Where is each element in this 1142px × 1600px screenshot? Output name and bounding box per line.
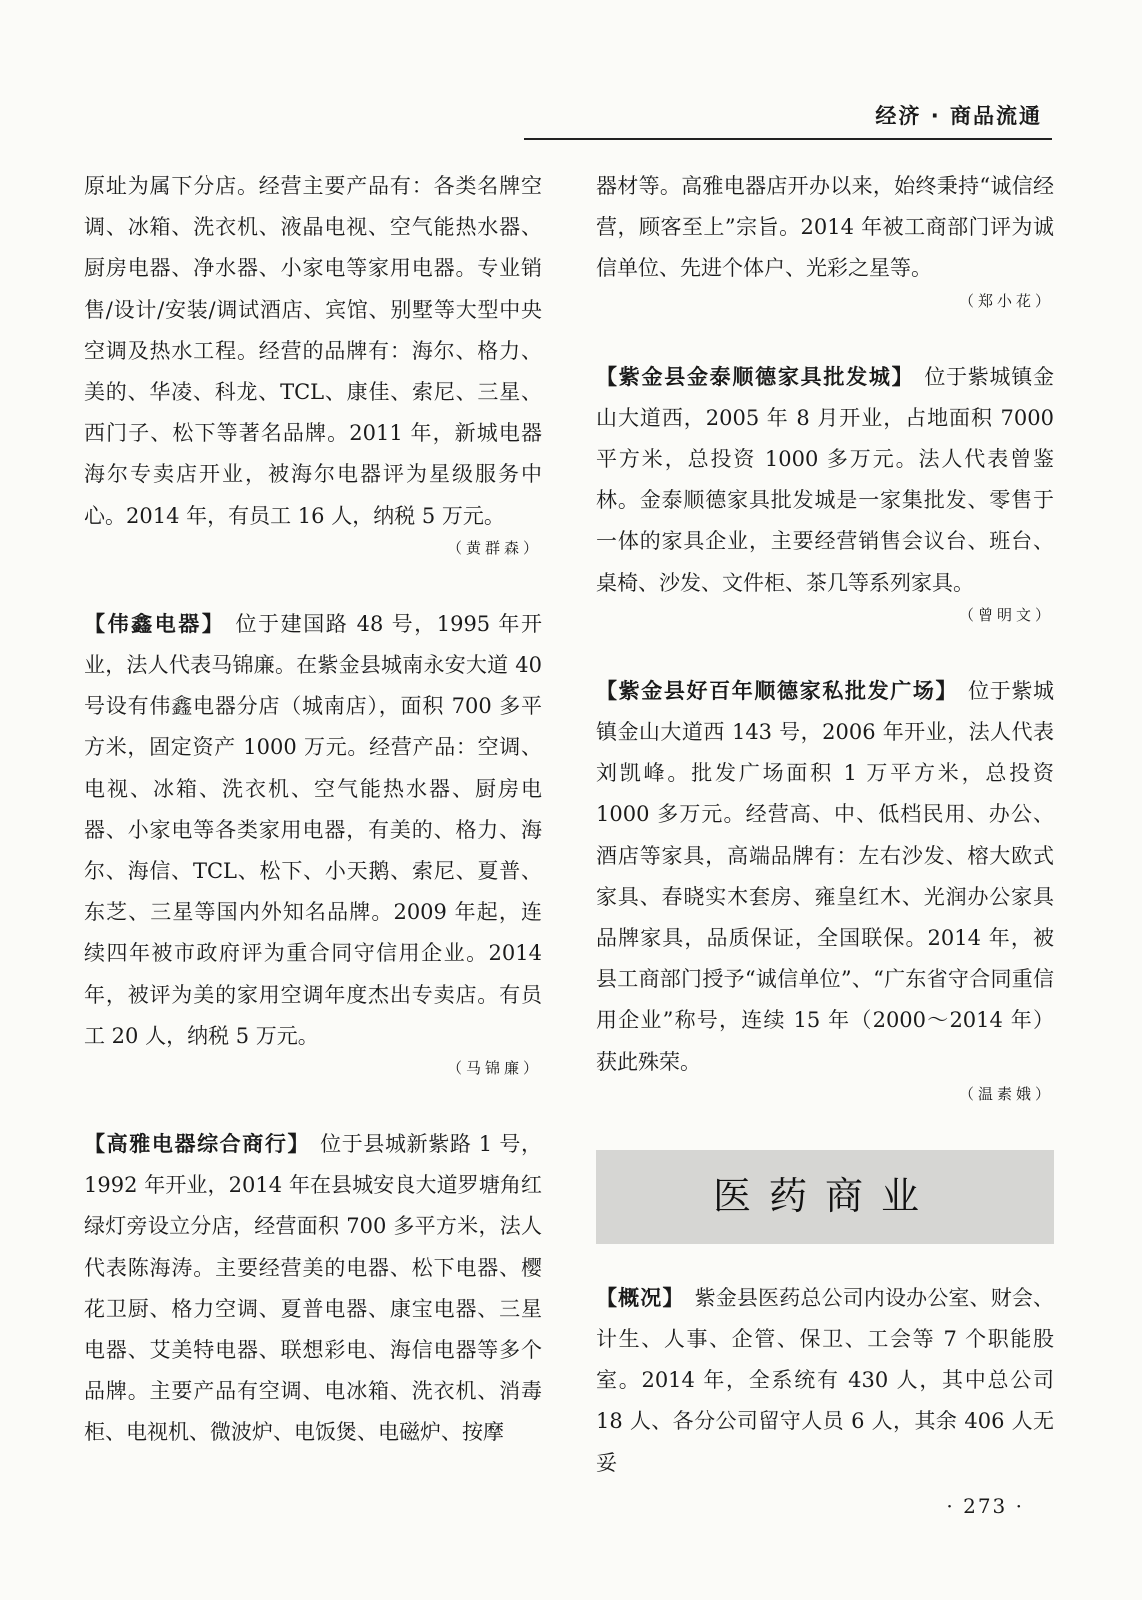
intro-text: 原址为属下分店。经营主要产品有：各类名牌空调、冰箱、洗衣机、液晶电视、空气能热水器、厨房电器、净水器、小家电等家用电器。专业销售/设计/安装/调试酒店、宾馆、别墅等大型中央空调及热水工程。经营的品牌有：海尔、格力、美的、华凌、科龙、TCL、康佳、索尼、三星、西门子、松下等著名品牌。2011 年，新城电器海尔专卖店开业，被海尔电器评为星级服务中心。2014 年，有员工 16 人，纳税 5 万元。 — [84, 174, 542, 528]
entry-overview — [596, 1278, 1054, 1484]
entry-jintai — [596, 357, 1054, 626]
entry-gaoya-heading: 【高雅电器综合商行】 — [84, 1132, 311, 1157]
entry-jintai-body — [596, 357, 1054, 604]
header-rule — [524, 138, 1052, 140]
entry-overview-heading: 【概况】 — [596, 1285, 685, 1310]
entry-haobainian-text: 位于紫城镇金山大道西 143 号，2006 年开业，法人代表刘凯峰。批发广场面积 1 万平方米，总投资 1000 多万元。经营高、中、低档民用、办公、酒店等家具，高端品牌有：左右沙发、榕大欧式家具、春晓实木套房、雍皇红木、光润办公家具品牌家具，品质保证，全国联保。2014 年，被县工商部门授予“诚信单位”、“广东省守合同重信用企业”称号，连续 15 年（2000～2014 年）获此殊荣。 — [596, 678, 1055, 1074]
entry-haobainian-author: （温素娥） — [958, 1084, 1054, 1103]
entry-weixin — [84, 604, 542, 1079]
entry-jintai-text: 位于紫城镇金山大道西，2005 年 8 月开业，占地面积 7000 平方米，总投资 1000 多万元。法人代表曾鉴林。金泰顺德家具批发城是一家集批发、零售于一体的家具企业，主要经营销售会议台、班台、桌椅、沙发、文件柜、茶几等系列家具。 — [596, 364, 1055, 595]
intro-author: （黄群森） — [446, 538, 542, 557]
running-header-title: 经济 · 商品流通 — [875, 104, 1042, 128]
section-title: 医药商业 — [712, 1174, 937, 1219]
right-column — [596, 166, 1054, 1484]
left-column — [84, 166, 542, 1499]
entry-gaoya-text: 位于县城新紫路 1 号，1992 年开业，2014 年在县城安良大道罗塘角红绿灯旁设立分店，经营面积 700 多平方米，法人代表陈海涛。主要经营美的电器、松下电器、樱花卫厨、格力空调、夏普电器、康宝电器、三星电器、艾美特电器、联想彩电、海信电器等多个品牌。主要产品有空调、电冰箱、洗衣机、消毒柜、电视机、微波炉、电饭煲、电磁炉、按摩 — [84, 1132, 542, 1445]
gaoya-continuation-text: 器材等。高雅电器店开办以来，始终秉持“诚信经营，顾客至上”宗旨。2014 年被工商部门评为诚信单位、先进个体户、光彩之星等。 — [596, 174, 1054, 281]
entry-haobainian — [596, 671, 1054, 1105]
entry-haobainian-body — [596, 671, 1054, 1083]
section-banner — [596, 1150, 1054, 1244]
entry-weixin-body — [84, 604, 542, 1057]
entry-haobainian-heading: 【紫金县好百年顺德家私批发广场】 — [596, 678, 959, 703]
entry-weixin-text: 位于建国路 48 号，1995 年开业，法人代表马锦廉。在紫金县城南永安大道 40 号设有伟鑫电器分店（城南店），面积 700 多平方米，固定资产 1000 万元。经营产品：空调、电视、冰箱、洗衣机、空气能热水器、厨房电器、小家电等各类家用电器，有美的、格力、海尔、海信、TCL、松下、小天鹅、索尼、夏普、东芝、三星等国内外知名品牌。2009 年起，连续四年被市政府评为重合同守信用企业。2014 年，被评为美的家用空调年度杰出专卖店。有员工 20 人，纳税 5 万元。 — [84, 611, 542, 1048]
gaoya-continuation-author: （郑小花） — [958, 291, 1054, 310]
entry-jintai-heading: 【紫金县金泰顺德家具批发城】 — [596, 364, 915, 389]
entry-jintai-author: （曾明文） — [958, 605, 1054, 624]
intro-entry — [84, 166, 542, 559]
entry-overview-text: 紫金县医药总公司内设办公室、财会、计生、人事、企管、保卫、工会等 7 个职能股室。2014 年，全系统有 430 人，其中总公司 18 人、各分公司留守人员 6 人，其余 406 人无妥 — [596, 1285, 1055, 1475]
entry-overview-body — [596, 1278, 1054, 1484]
page-number: · 273 · — [946, 1494, 1024, 1518]
entry-gaoya — [84, 1124, 542, 1454]
entry-gaoya-body — [84, 1124, 542, 1454]
entry-weixin-author: （马锦廉） — [446, 1059, 542, 1078]
gaoya-continuation — [596, 166, 1054, 312]
entry-weixin-heading: 【伟鑫电器】 — [84, 611, 226, 636]
